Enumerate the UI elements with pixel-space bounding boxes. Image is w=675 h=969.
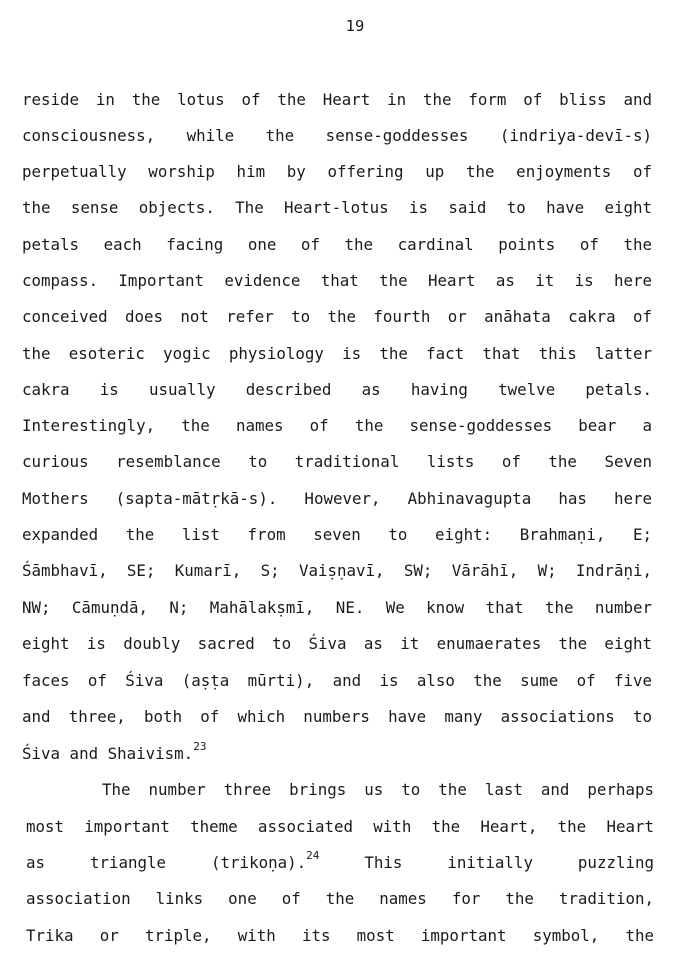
text-line: Mothers (sapta-mātṛkā-s). However, Abhinavagupta has here: [22, 489, 652, 508]
footnote-marker-23: 23: [193, 740, 207, 753]
text-line: the sense objects. The Heart-lotus is said to have eight: [22, 198, 652, 217]
text-line: Interestingly, the names of the sense-goddesses bear a: [22, 416, 652, 435]
text-line-last: [22, 742, 652, 766]
text-line: reside in the lotus of the Heart in the form of bliss and: [22, 90, 652, 109]
text-line: curious resemblance to traditional lists of the Seven: [22, 452, 652, 471]
text-line: petals each facing one of the cardinal points of the: [22, 235, 652, 254]
text-line: Trika or triple, with its most important symbol, the: [26, 926, 654, 945]
text-line: eight is doubly sacred to Śiva as it enumaerates the eight: [22, 634, 652, 653]
text-line: association links one of the names for the tradition,: [26, 889, 654, 908]
text-line: conceived does not refer to the fourth or anāhata cakra of: [22, 307, 652, 326]
text-line: expanded the list from seven to eight: Brahmaṇi, E;: [22, 525, 652, 544]
text-line: perpetually worship him by offering up the enjoyments of: [22, 162, 652, 181]
text-line-tail: This initially puzzling: [364, 853, 655, 872]
text-line: cakra is usually described as having twelve petals.: [22, 380, 652, 399]
page-number: 19: [345, 17, 365, 35]
text-line: compass. Important evidence that the Heart as it is here: [22, 271, 652, 290]
text-line-text: Śiva and Shaivism.: [22, 744, 194, 763]
text-line-with-footnote: [26, 851, 654, 875]
footnote-marker-24: 24: [306, 849, 320, 862]
text-line: and three, both of which numbers have many associations to: [22, 707, 652, 726]
text-line: NW; Cāmuṇdā, N; Mahālakṣmī, NE. We know that the number: [22, 598, 652, 617]
text-line: consciousness, while the sense-goddesses (indriya-devī-s): [22, 126, 652, 145]
text-line: The number three brings us to the last and perhaps: [102, 780, 654, 799]
text-line-text: as triangle (trikoṇa).: [26, 853, 307, 872]
text-line: Śāmbhavī, SE; Kumarī, S; Vaiṣṇavī, SW; Vārāhī, W; Indrāṇi,: [22, 561, 652, 580]
text-line: the esoteric yogic physiology is the fact that this latter: [22, 344, 652, 363]
text-line: faces of Śiva (aṣṭa mūrti), and is also the sume of five: [22, 671, 652, 690]
text-line: most important theme associated with the Heart, the Heart: [26, 817, 654, 836]
